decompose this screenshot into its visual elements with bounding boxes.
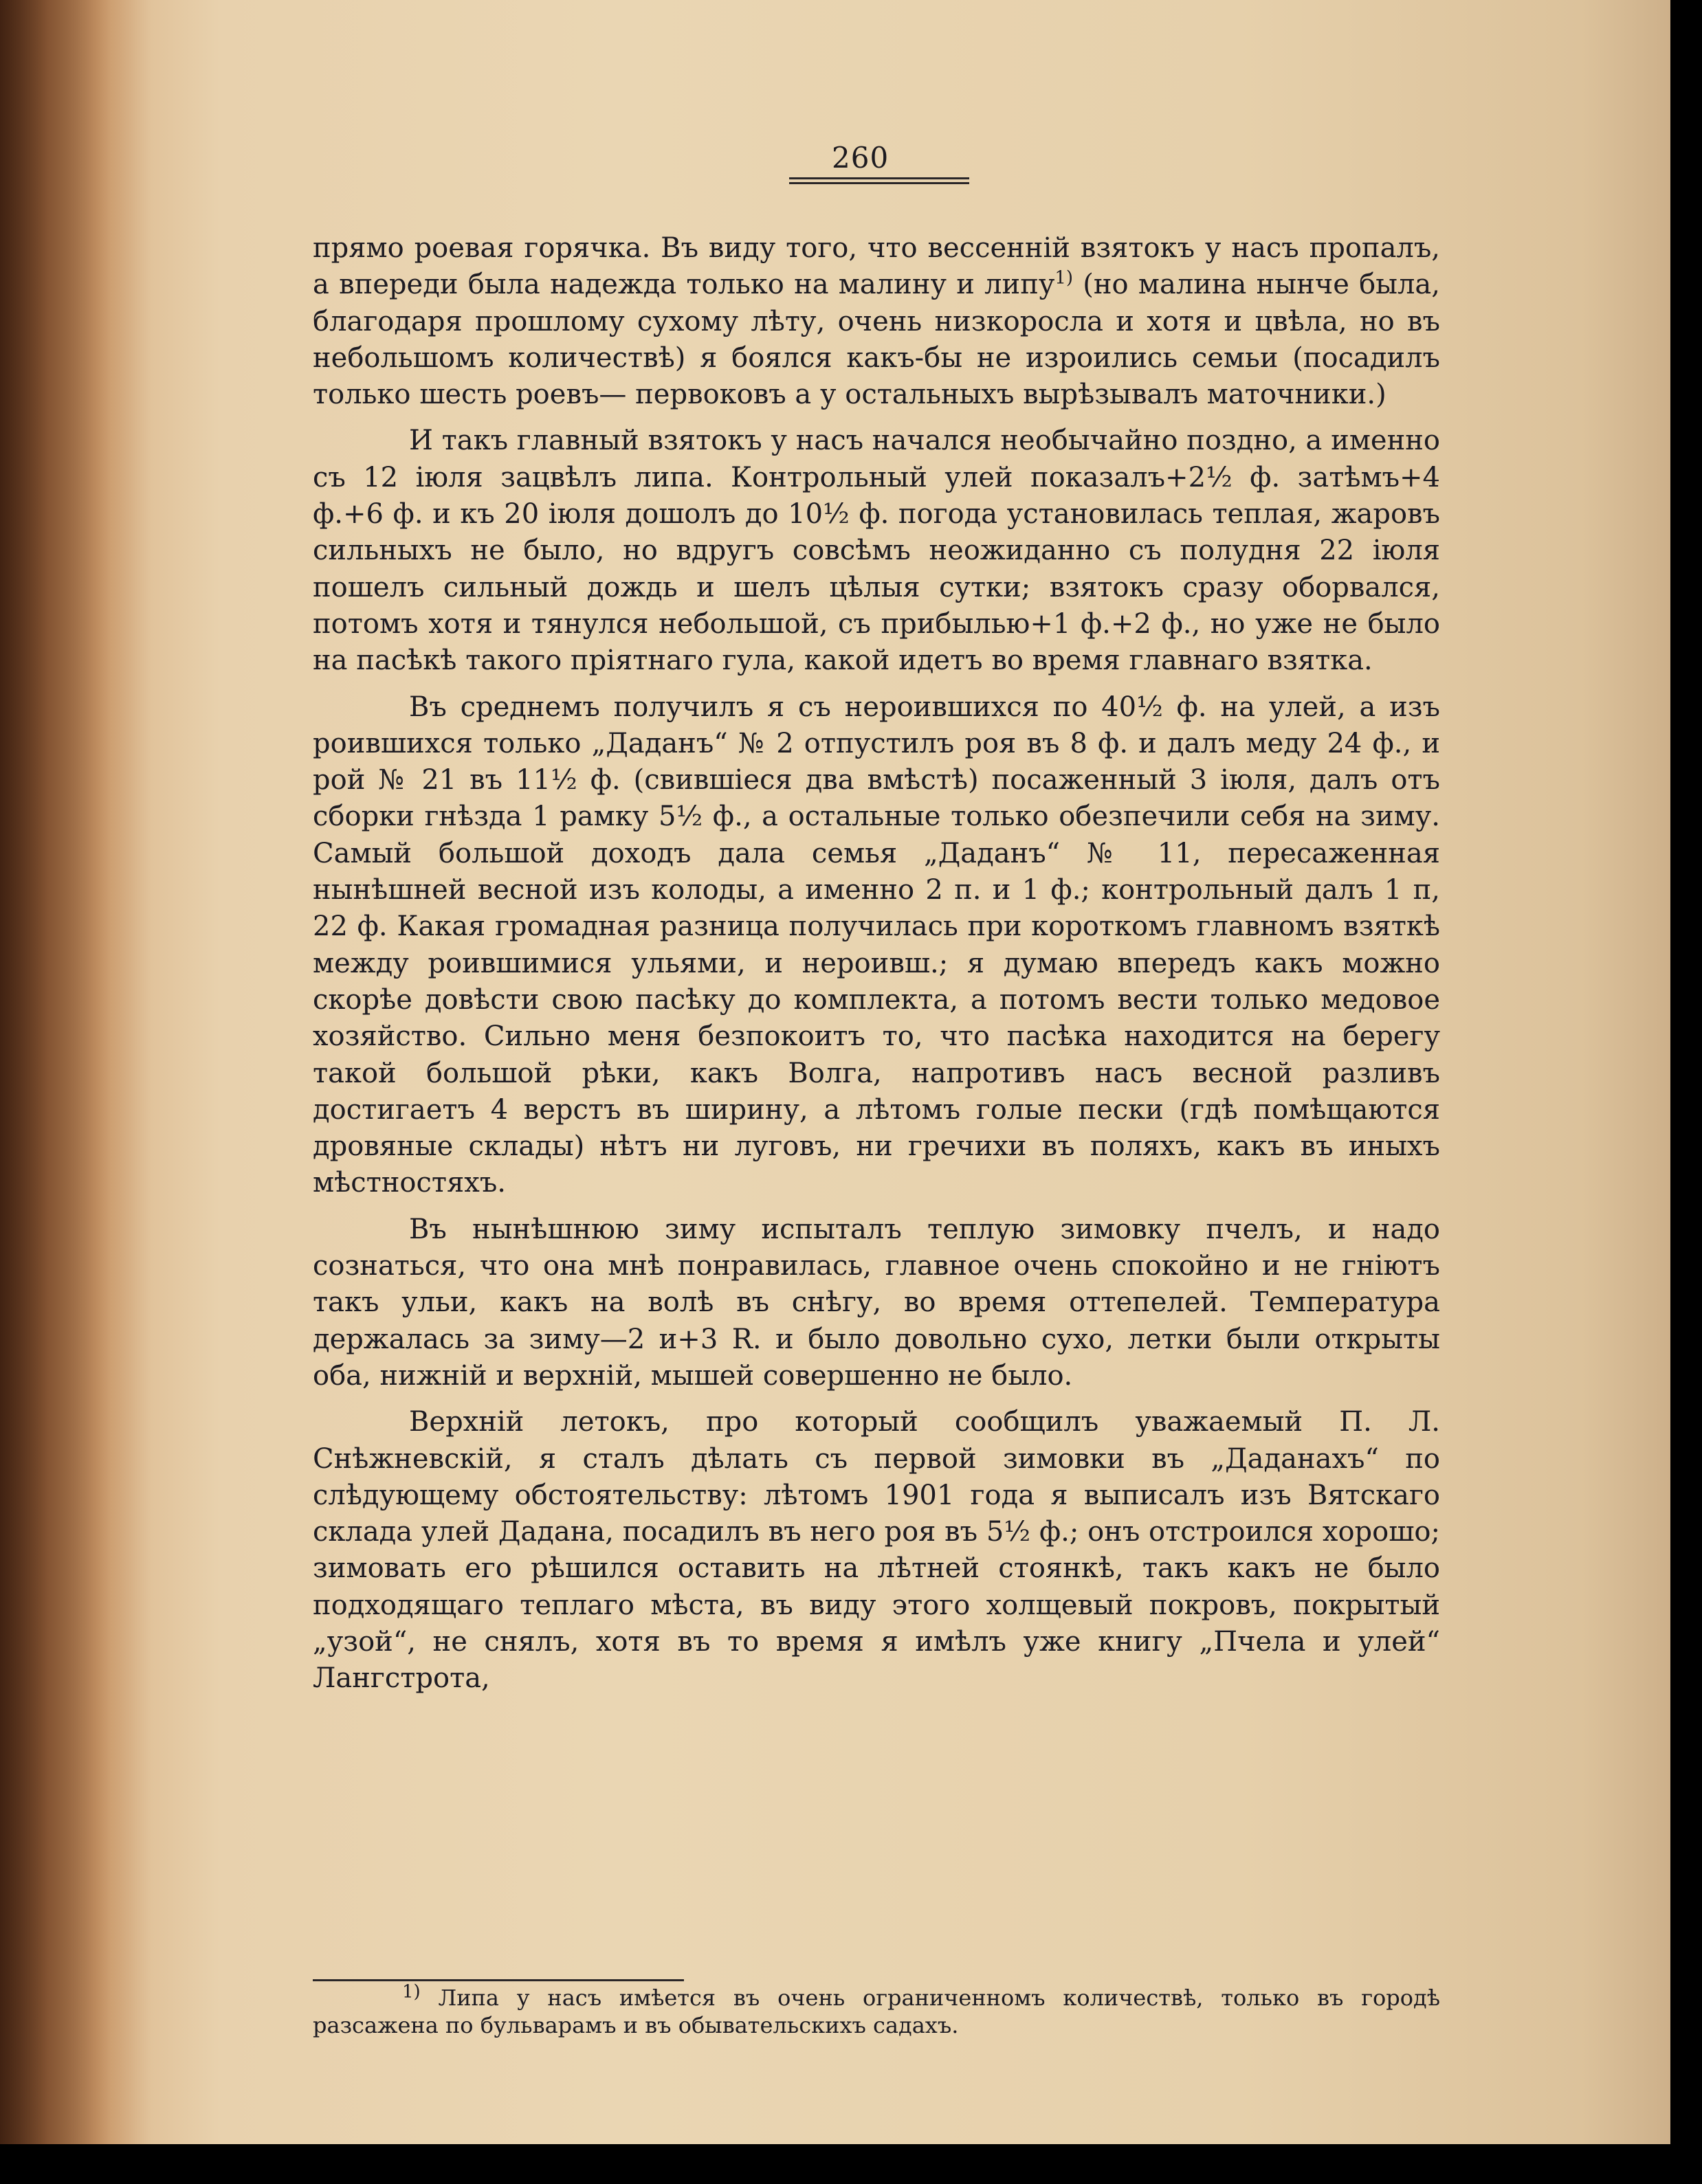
footnote-rule [313, 1979, 684, 1981]
paragraph-4: Въ нынѣшнюю зиму испыталъ теплую зимовку пчелъ, и надо сознаться, что она мнѣ понравилась, главное очень спокойно и не гніютъ такъ ульи, какъ на волѣ въ снѣгу, во время оттепелей. Температура держалась за зиму—2 и+3 R. и было довольно сухо, летки были открыты оба, нижній и верхній, мышей совершенно не было. [313, 1213, 1440, 1392]
paragraph-2: И такъ главный взятокъ у насъ начался необычайно поздно, а именно съ 12 іюля зацвѣлъ липа. Контрольный улей показалъ+2½ ф. затѣмъ+4 ф.+6 ф. и къ 20 іюля дошолъ до 10½ ф. погода установилась теплая, жаровъ сильныхъ не было, но вдругъ совсѣмъ неожиданно съ полудня 22 іюля пошелъ сильный дождь и шелъ цѣлыя сутки; взятокъ сразу оборвался, потомъ хотя и тянулся небольшой, съ прибылью+1 ф.+2 ф., но уже не было на пасѣкѣ такого пріятнаго гула, какой идетъ во время главнаго взятка. [313, 425, 1440, 677]
header-double-rule [789, 177, 969, 188]
footnote-marker: 1) [402, 1981, 421, 2003]
paragraph-1-text: прямо роевая горячка. Въ виду того, что вессенній взятокъ у насъ пропалъ, а впереди была надежда только на малину и липу [313, 232, 1440, 301]
footnote-text: Липа у насъ имѣется въ очень ограниченномъ количествѣ, только въ городѣ разсажена по бульварамъ и въ обывательскихъ садахъ. [313, 1985, 1440, 2038]
paragraph-5: Верхній летокъ, про который сообщилъ уважаемый П. Л. Снѣжневскій, я сталъ дѣлать съ первой зимовки въ „Даданахъ“ по слѣдующему обстоятельству: лѣтомъ 1901 года я выписалъ изъ Вятскаго склада улей Дадана, посадилъ въ него роя въ 5½ ф.; онъ отстроился хорошо; зимовать его рѣшился оставить на лѣтней стоянкѣ, такъ какъ не было подходящаго теплаго мѣста, въ виду этого холщевый покровъ, покрытый „узой“, не снялъ, хотя въ то время я имѣлъ уже книгу „Пчела и улей“ Лангстрота, [313, 1406, 1440, 1695]
body-text [313, 230, 1440, 1707]
footnote [313, 1981, 1440, 2039]
paragraph-3: Въ среднемъ получилъ я съ нероившихся по 40½ ф. на улей, а изъ роившихся только „Даданъ“ № 2 отпустилъ роя въ 8 ф. и далъ меду 24 ф., и рой № 21 въ 11½ ф. (свившіеся два вмѣстѣ) посаженный 3 іюля, далъ отъ сборки гнѣзда 1 рамку 5½ ф., а остальные только обезпечили себя на зиму. Самый большой доходъ дала семья „Даданъ“ № 11, пересаженная нынѣшней весной изъ колоды, а именно 2 п. и 1 ф.; контрольный далъ 1 п, 22 ф. Какая громадная разница получилась при короткомъ главномъ взяткѣ между роившимися ульями, и нероивш.; я думаю впередъ какъ можно скорѣе довѣсти свою пасѣку до комплекта, а потомъ вести только медовое хозяйство. Сильно меня безпокоитъ то, что пасѣка находится на берегу такой большой рѣки, какъ Волга, напротивъ насъ весной разливъ достигаетъ 4 верстъ въ ширину, а лѣтомъ голые пески (гдѣ помѣщаются дровяные склады) нѣтъ ни луговъ, ни гречихи въ поляхъ, какъ въ иныхъ мѣстностяхъ. [313, 691, 1440, 1199]
footnote-reference: 1) [1054, 267, 1074, 289]
paragraph-1-continuation: (но малина нынче была, благодаря прошлому сухому лѣту, очень низкоросла и хотя и цвѣла, но въ небольшомъ количествѣ) я боялся какъ-бы не изроились семьи (посадилъ только шесть роевъ— первоковъ а у остальныхъ вырѣзывалъ маточники.) [313, 269, 1440, 411]
book-spine-shadow [0, 0, 137, 2144]
paragraph-1 [313, 230, 1440, 413]
page-number: 260 [832, 141, 889, 175]
